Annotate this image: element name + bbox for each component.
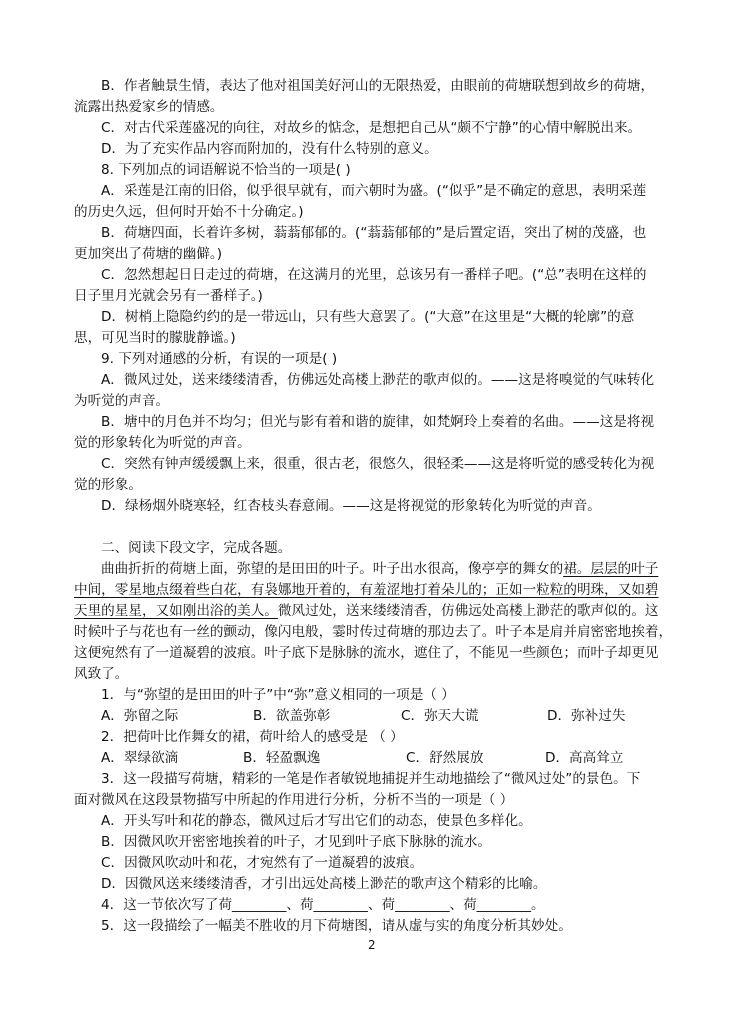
q2-option-d: D．高高耸立 — [545, 750, 624, 766]
option-8-b-line2: 流露出热爱家乡的情感。 — [74, 99, 224, 115]
passage-text: 微风过处，送来缕缕清香，仿佛远处高楼上渺茫的歌声似的。这 — [277, 603, 659, 619]
q9-option-d-line: D．绿杨烟外晓寒轻，红杏枝头春意闹。——这是将视觉的形象转化为听觉的声音。 — [101, 498, 601, 514]
question-2-options — [0, 748, 745, 769]
q2-option-a: A．翠绿欲滴 — [101, 750, 179, 766]
passage-text: 曲曲折折的荷塘上面，弥望的是田田的叶子。叶子出水很高，像亭亭的舞女的 — [101, 561, 564, 577]
q1-option-d: D．弥补过失 — [547, 708, 626, 724]
q9-option-a-line1: A．微风过处，送来缕缕清香，仿佛远处高楼上渺茫的歌声似的。——这是将嗅觉的气味转化 — [101, 372, 655, 388]
passage-underlined-text: 裙。层层的叶子 — [563, 561, 659, 577]
q3-option-c: C．因微风吹动叶和花，才宛然有了一道凝碧的波痕。 — [101, 855, 424, 871]
passage-line-5: 这便宛然有了一道凝碧的波痕。叶子底下是脉脉的流水，遮住了，不能见一些颜色；而叶子却更见 — [74, 645, 659, 661]
q1-option-b: B．欲盖弥彰 — [253, 708, 331, 724]
passage-line-4: 时候叶子与花也有一丝的颤动，像闪电般，霎时传过荷塘的那边去了。叶子本是肩并肩密密地挨着， — [74, 624, 673, 640]
q8-option-b-line2: 更加突出了荷塘的幽僻。) — [74, 246, 223, 262]
question-5: 5．这一段描绘了一幅美不胜收的月下荷塘图，请从虚与实的角度分析其妙处。 — [101, 918, 572, 934]
question-2-stem: 2．把荷叶比作舞女的裙，荷叶给人的感受是 （ ） — [101, 729, 404, 745]
q1-option-c: C．弥天大谎 — [401, 708, 479, 724]
q9-option-b-line2: 觉的形象转化为听觉的声音。 — [74, 435, 251, 451]
section-2-heading: 二、阅读下段文字，完成各题。 — [101, 540, 292, 556]
q3-option-b: B．因微风吹开密密地挨着的叶子，才见到叶子底下脉脉的流水。 — [101, 834, 491, 850]
q9-option-b-line1: B．塘中的月色并不均匀；但光与影有着和谐的旋律，如梵婀玲上奏着的名曲。——这是将视 — [101, 414, 655, 430]
question-8-stem: 8. 下列加点的词语解说不恰当的一项是( ) — [101, 162, 351, 178]
option-d-line: D．为了充实作品内容而附加的，没有什么特别的意义。 — [101, 141, 438, 157]
passage-line-1 — [101, 559, 745, 580]
option-c-line: C．对古代采莲盛况的向往，对故乡的惦念，是想把自己从“颇不宁静”的心情中解脱出来。 — [101, 120, 642, 136]
question-3-stem-line2: 面对微风在这段景物描写中所起的作用进行分析，分析不当的一项是（ ） — [74, 792, 514, 808]
question-1-options — [0, 706, 745, 727]
passage-underlined-text: 天里的星星，又如刚出浴的美人。 — [74, 603, 278, 619]
q8-option-a-line2: 的历史久远，但何时开始不十分确定。) — [74, 204, 304, 220]
q8-option-d-line2: 思，可见当时的朦胧静谧。) — [74, 330, 236, 346]
q9-option-a-line2: 为听觉的声音。 — [74, 393, 170, 409]
passage-line-2: 中间，零星地点缀着些白花，有袅娜地开着的，有羞涩地打着朵儿的；正如一粒粒的明珠，又如碧 — [74, 582, 659, 598]
question-9-stem: 9. 下列对通感的分析，有误的一项是( ) — [101, 351, 338, 367]
question-4: 4．这一节依次写了荷________、荷________、荷________、荷________。 — [101, 897, 545, 913]
passage-line-6: 风致了。 — [74, 666, 129, 682]
page-number: 2 — [368, 938, 376, 952]
q8-option-b-line1: B．荷塘四面，长着许多树，蓊蓊郁郁的。(“蓊蓊郁郁的”是后置定语，突出了树的茂盛，也 — [101, 225, 647, 241]
q8-option-a-line1: A．采莲是江南的旧俗，似乎很早就有，而六朝时为盛。(“似乎”是不确定的意思，表明采莲 — [101, 183, 647, 199]
q1-option-a: A．弥留之际 — [101, 708, 179, 724]
q8-option-c-line2: 日子里月光就会另有一番样子。) — [74, 288, 263, 304]
question-1-stem: 1．与“弥望的是田田的叶子”中“弥”意义相同的一项是（ ） — [101, 687, 455, 703]
q2-option-b: B．轻盈飘逸 — [243, 750, 321, 766]
q9-option-c-line1: C．突然有钟声缓缓飘上来，很重，很古老，很悠久，很轻柔——这是将听觉的感受转化为视 — [101, 456, 655, 472]
passage-line-3 — [74, 601, 745, 622]
q2-option-c: C．舒然展放 — [406, 750, 484, 766]
q3-option-d: D．因微风送来缕缕清香，才引出远处高楼上渺茫的歌声这个精彩的比喻。 — [101, 876, 547, 892]
q3-option-a: A．开头写叶和花的静态，微风过后才写出它们的动态，使景色多样化。 — [101, 813, 532, 829]
option-8-b-line1: B．作者触景生情，表达了他对祖国美好河山的无限热爱，由眼前的荷塘联想到故乡的荷塘， — [101, 78, 655, 94]
question-3-stem-line1: 3．这一段描写荷塘，精彩的一笔是作者敏锐地捕捉并生动地描绘了“微风过处”的景色。下 — [101, 771, 641, 787]
q9-option-c-line2: 觉的形象。 — [74, 477, 142, 493]
q8-option-c-line1: C．忽然想起日日走过的荷塘，在这满月的光里，总该另有一番样子吧。(“总”表明在这样的 — [101, 267, 647, 283]
q8-option-d-line1: D．树梢上隐隐约约的是一带远山，只有些大意罢了。(“大意”在这里是“大概的轮廓”的意 — [101, 309, 635, 325]
